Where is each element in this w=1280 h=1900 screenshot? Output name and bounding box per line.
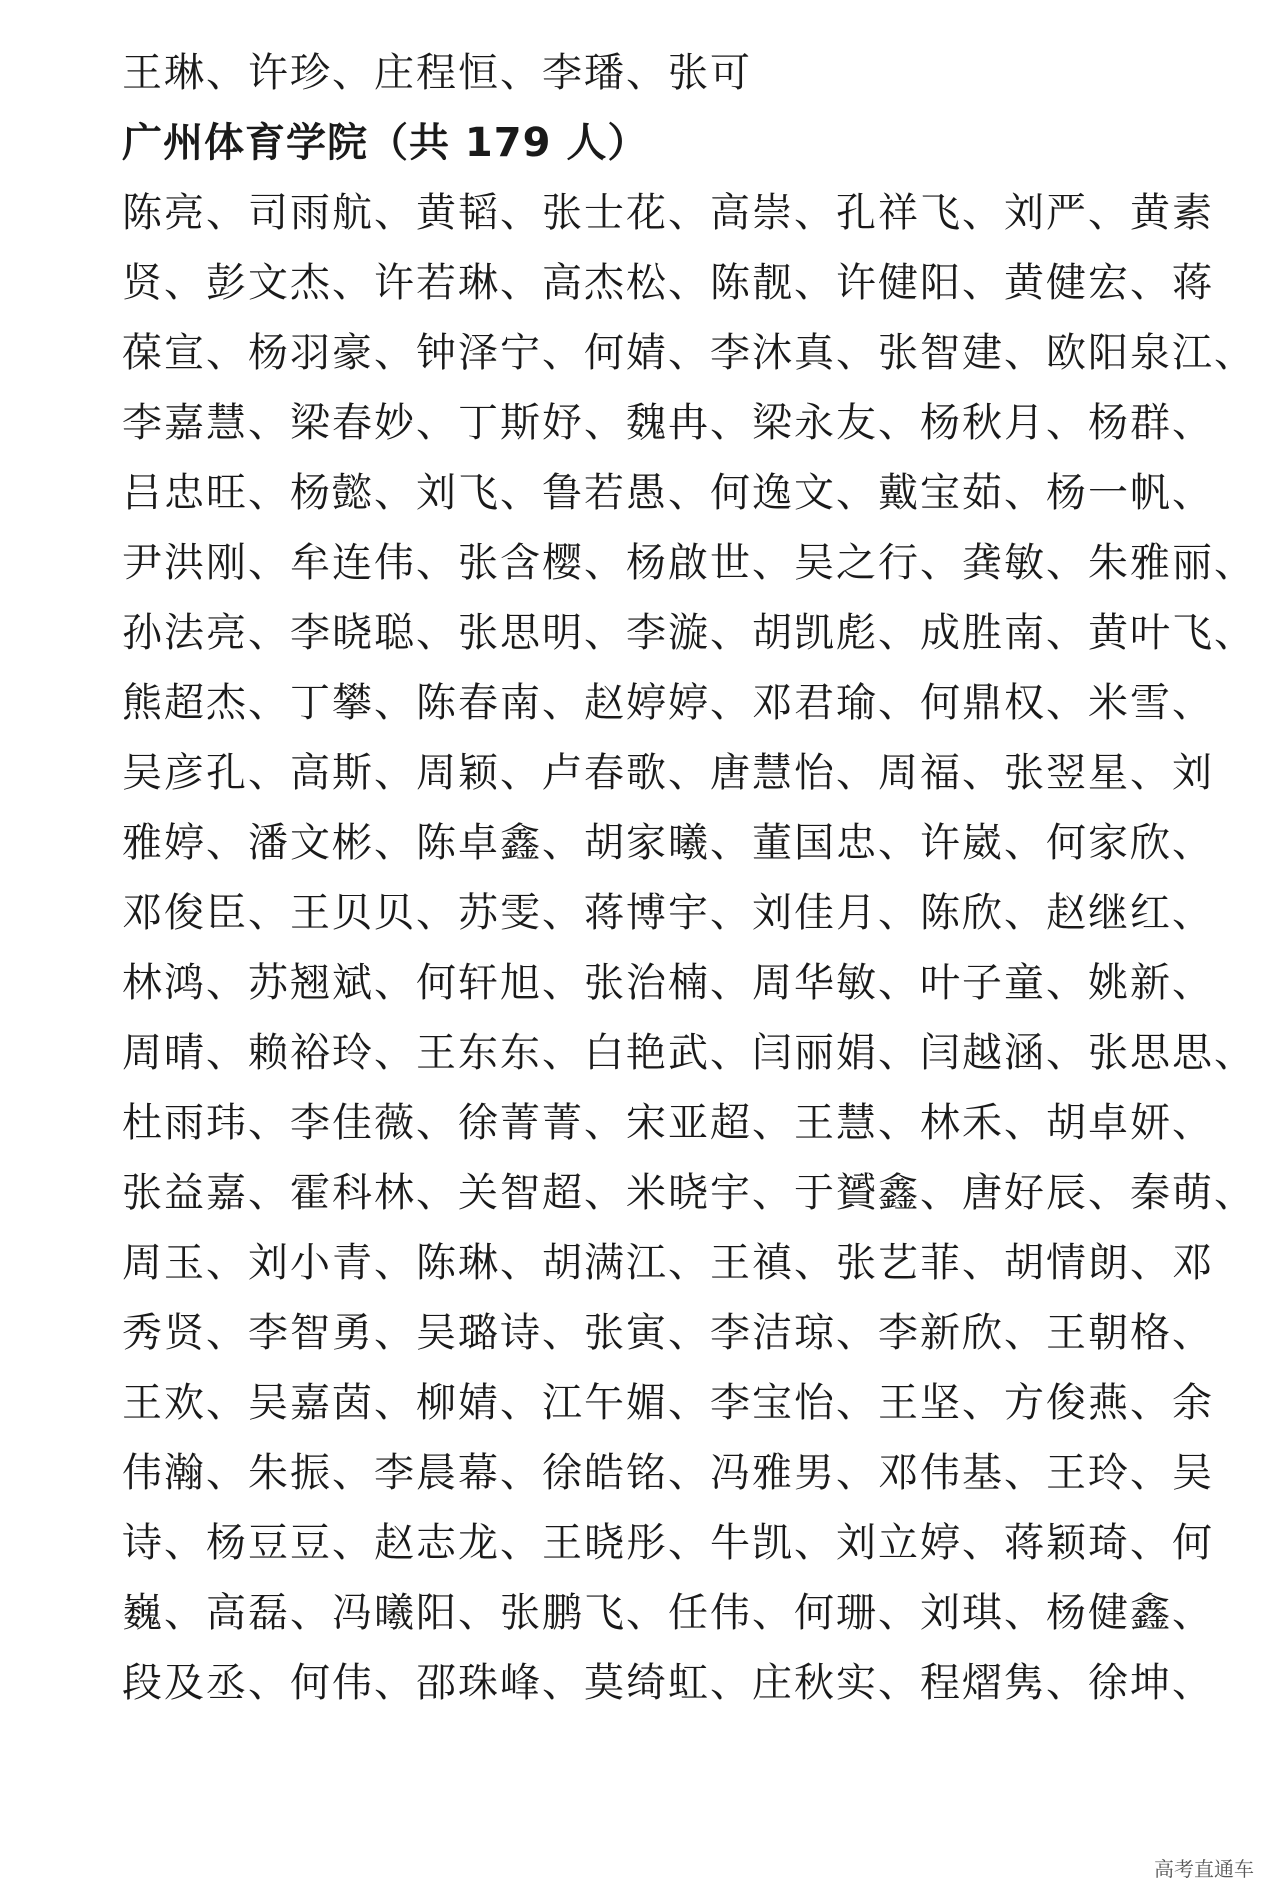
name-list-line: 周玉、刘小青、陈琳、胡满江、王禛、张艺菲、胡情朗、邓: [122, 1240, 1214, 1286]
name-list-line: 陈亮、司雨航、黄韬、张士花、高崇、孔祥飞、刘严、黄素: [122, 190, 1214, 236]
name-list-line: 周晴、赖裕玲、王东东、白艳武、闫丽娟、闫越涵、张思思、: [122, 1030, 1256, 1076]
name-list: [122, 178, 1256, 1718]
name-list-line: 伟瀚、朱振、李晨幕、徐皓铭、冯雅男、邓伟基、王玲、吴: [122, 1450, 1214, 1496]
name-list-line: 诗、杨豆豆、赵志龙、王晓彤、牛凯、刘立婷、蒋颖琦、何: [122, 1520, 1214, 1566]
name-list-line: 雅婷、潘文彬、陈卓鑫、胡家曦、董国忠、许崴、何家欣、: [122, 820, 1214, 866]
name-list-line: 邓俊臣、王贝贝、苏雯、蒋博宇、刘佳月、陈欣、赵继红、: [122, 890, 1214, 936]
name-list-line: 王欢、吴嘉茵、柳婧、江午媚、李宝怡、王坚、方俊燕、余: [122, 1380, 1214, 1426]
name-list-line: 孙法亮、李晓聪、张思明、李漩、胡凯彪、成胜南、黄叶飞、: [122, 610, 1256, 656]
name-list-line: 葆宣、杨羽豪、钟泽宁、何婧、李沐真、张智建、欧阳泉江、: [122, 330, 1256, 376]
name-list-line: 尹洪刚、牟连伟、张含樱、杨啟世、吴之行、龚敏、朱雅丽、: [122, 540, 1256, 586]
name-list-line: 吕忠旺、杨懿、刘飞、鲁若愚、何逸文、戴宝茹、杨一帆、: [122, 470, 1214, 516]
name-list-line: 段及丞、何伟、邵珠峰、莫绮虹、庄秋实、程熠隽、徐坤、: [122, 1660, 1214, 1706]
name-list-line: 巍、高磊、冯曦阳、张鹏飞、任伟、何珊、刘琪、杨健鑫、: [122, 1590, 1214, 1636]
name-list-line: 张益嘉、霍科林、关智超、米晓宇、于贇鑫、唐好辰、秦萌、: [122, 1170, 1256, 1216]
section-heading: 广州体育学院（共 179 人）: [122, 120, 649, 166]
name-list-line: 杜雨玮、李佳薇、徐菁菁、宋亚超、王慧、林禾、胡卓妍、: [122, 1100, 1214, 1146]
name-list-line: 贤、彭文杰、许若琳、高杰松、陈靓、许健阳、黄健宏、蒋: [122, 260, 1214, 306]
watermark-text: 高考直通车: [1154, 1857, 1254, 1881]
name-list-line: 秀贤、李智勇、吴璐诗、张寅、李洁琼、李新欣、王朝格、: [122, 1310, 1214, 1356]
intro-line: 王琳、许珍、庄程恒、李璠、张可: [122, 50, 752, 96]
name-list-line: 熊超杰、丁攀、陈春南、赵婷婷、邓君瑜、何鼎权、米雪、: [122, 680, 1214, 726]
document-body: [122, 38, 1256, 1718]
name-list-line: 林鸿、苏翘斌、何轩旭、张治楠、周华敏、叶子童、姚新、: [122, 960, 1214, 1006]
name-list-line: 吴彦孔、高斯、周颖、卢春歌、唐慧怡、周福、张翌星、刘: [122, 750, 1214, 796]
name-list-line: 李嘉慧、梁春妙、丁斯妤、魏冉、梁永友、杨秋月、杨群、: [122, 400, 1214, 446]
